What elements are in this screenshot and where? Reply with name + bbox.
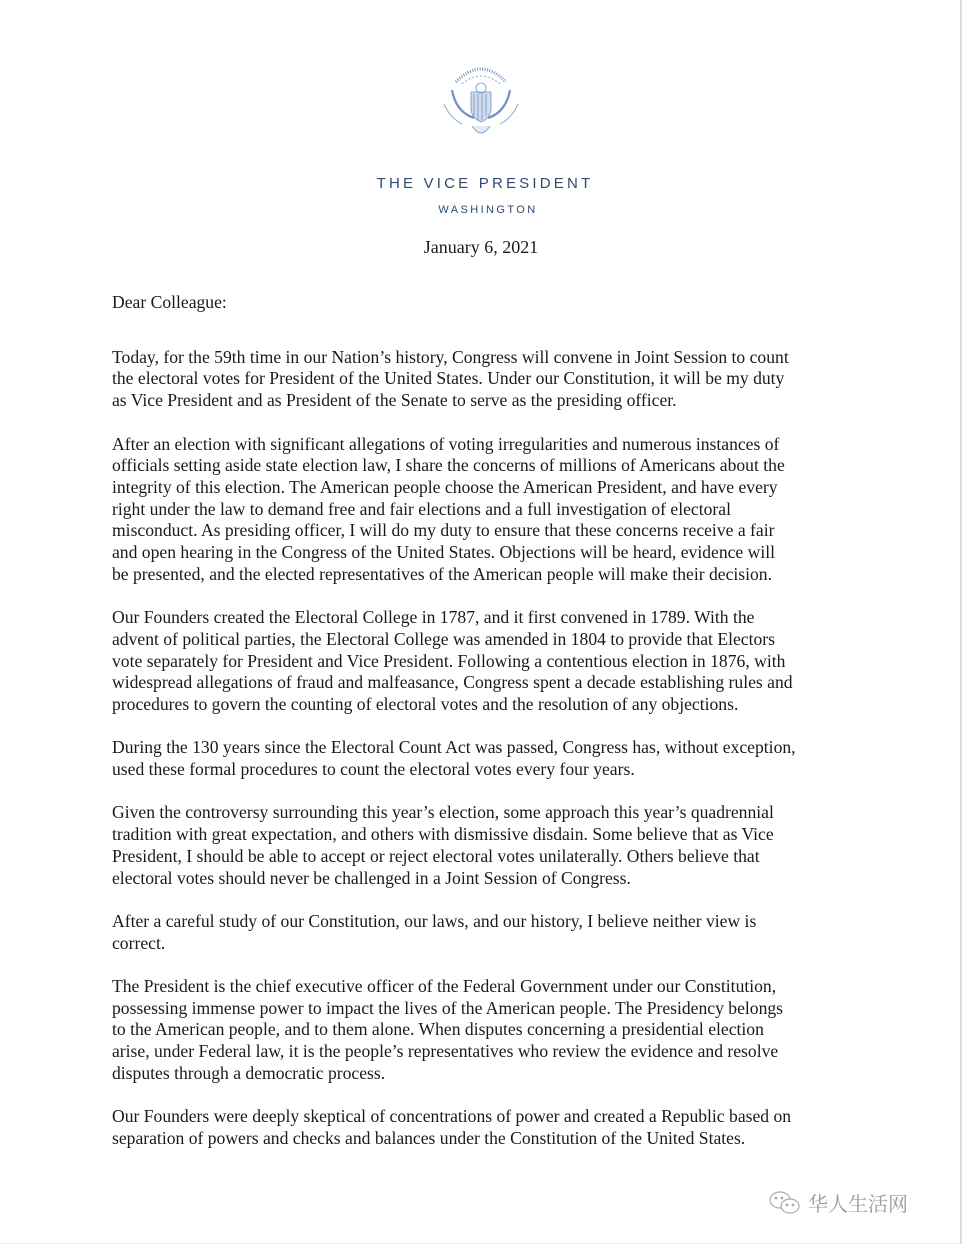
paragraph-line: After an election with significant allegations of voting irregularities and numerous instances of <box>112 433 780 454</box>
salutation: Dear Colleague: <box>112 292 227 312</box>
letterhead-title: THE VICE PRESIDENT <box>376 175 594 192</box>
paragraph-line: Given the controversy surrounding this year’s election, some approach this year’s quadrennial <box>112 802 774 823</box>
paragraph-line: advent of political parties, the Electoral College was amended in 1804 to provide that Electors <box>112 628 775 649</box>
paragraph-line: used these formal procedures to count the electoral votes every four years. <box>112 759 635 780</box>
paragraph-line: Our Founders were deeply skeptical of concentrations of power and created a Republic based on <box>112 1106 792 1127</box>
paragraph-line: correct. <box>112 932 166 953</box>
watermark <box>768 1188 908 1217</box>
paragraph-line: misconduct. As presiding officer, I will do my duty to ensure that these concerns receive a fair <box>112 520 775 541</box>
paragraph <box>112 802 796 889</box>
paragraph-line: widespread allegations of fraud and malfeasance, Congress spent a decade establishing rules and <box>112 672 793 693</box>
paragraph-line: The President is the chief executive officer of the Federal Government under our Constitution, <box>112 976 777 996</box>
paragraph-line: procedures to govern the counting of electoral votes and the resolution of any objections. <box>112 693 739 714</box>
paragraph-line: President, I should be able to accept or reject electoral votes unilaterally. Others believe that <box>112 845 760 866</box>
paragraph <box>112 1106 796 1149</box>
paragraph-line: possessing immense power to impact the lives of the American people. The Presidency belongs <box>112 997 784 1018</box>
letter-date: January 6, 2021 <box>423 237 539 257</box>
paragraph-line: integrity of this election. The American people choose the American President, and have every <box>112 476 778 497</box>
paragraph-line: the electoral votes for President of the United States. Under our Constitution, it will be my duty <box>112 368 785 389</box>
paragraph-line: to the American people, and to them alone. When disputes concerning a presidential election <box>112 1019 764 1040</box>
paragraph <box>112 607 796 716</box>
paragraph-line: separation of powers and checks and balances under the Constitution of the United States. <box>112 1127 746 1148</box>
letter-body <box>112 292 796 1171</box>
paragraph-line: arise, under Federal law, it is the people’s representatives who review the evidence and resolve <box>112 1041 779 1062</box>
paragraph-line: as Vice President and as President of the Senate to serve as the presiding officer. <box>112 390 677 411</box>
paragraph-line: vote separately for President and Vice President. Following a contentious election in 1876, with <box>112 650 786 671</box>
paragraph-line: be presented, and the elected representatives of the American people will make their decision. <box>112 563 772 584</box>
paragraph-line: During the 130 years since the Electoral Count Act was passed, Congress has, without exception, <box>112 737 796 758</box>
paragraph <box>112 434 796 586</box>
paragraph-line: right under the law to demand free and fair elections and a full investigation of electoral <box>112 498 731 519</box>
wechat-icon <box>768 1189 802 1217</box>
paragraph-line: After a careful study of our Constitution, our laws, and our history, I believe neither view is <box>112 910 757 931</box>
watermark-text: 华人生活网 <box>808 1192 908 1216</box>
paragraph-line: tradition with great expectation, and others with dismissive disdain. Some believe that as Vice <box>112 824 774 845</box>
paragraph <box>112 347 796 412</box>
paragraph <box>112 737 796 780</box>
paragraph-line: disputes through a democratic process. <box>112 1062 386 1083</box>
paragraph <box>112 976 796 1085</box>
paragraph-line: electoral votes should never be challenged in a Joint Session of Congress. <box>112 867 631 888</box>
paragraph <box>112 911 796 954</box>
paragraph-line: officials setting aside state election law, I share the concerns of millions of Americans about the <box>112 455 785 476</box>
paragraph-line: Our Founders created the Electoral College in 1787, and it first convened in 1789. With the <box>112 607 755 628</box>
paragraph-line: and open hearing in the Congress of the United States. Objections will be heard, evidence will <box>112 542 776 563</box>
letterhead-location: WASHINGTON <box>438 204 538 216</box>
vice-president-seal-icon <box>436 60 526 144</box>
paragraph-line: Today, for the 59th time in our Nation’s history, Congress will convene in Joint Session to count <box>112 346 789 367</box>
